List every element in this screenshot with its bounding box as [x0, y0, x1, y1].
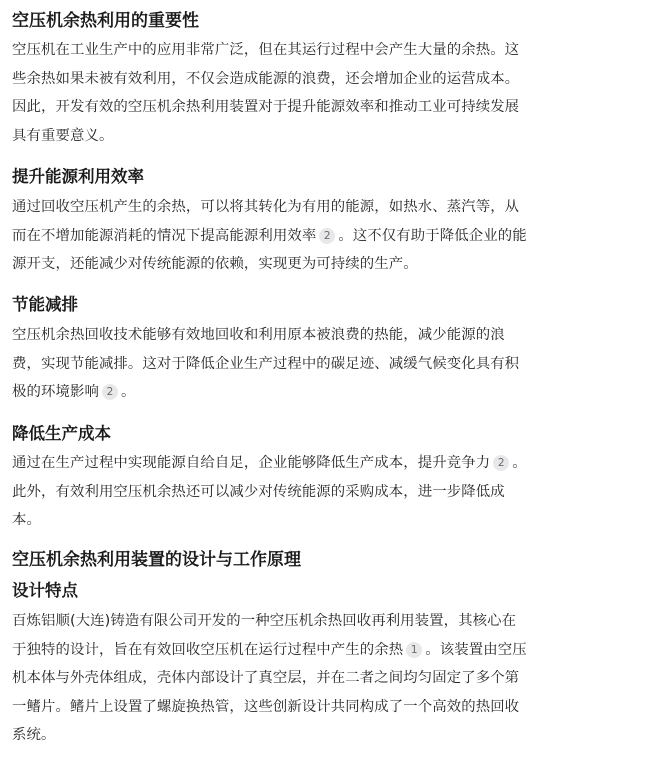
text-line: 而在不增加能源消耗的情况下提高能源利用效率 [12, 227, 317, 244]
text-line: 系统。 [12, 727, 56, 743]
section-paragraph-cost [12, 449, 527, 535]
citation-badge[interactable]: 2 [493, 455, 509, 471]
citation-badge[interactable]: 1 [406, 642, 422, 658]
section-paragraph-importance [12, 36, 519, 150]
text-line: 。这不仅有助于降低企业的能 [338, 227, 527, 244]
text-line: 些余热如果未被有效利用，不仅会造成能源的浪费，还会增加企业的运营成本。 [12, 70, 520, 87]
section-paragraph-design [12, 607, 527, 750]
text-line: 本。 [12, 512, 41, 528]
text-line: 具有重要意义。 [12, 127, 114, 144]
section-heading-cost: 降低生产成本 [12, 424, 111, 443]
text-line: 于独特的设计，旨在有效回收空压机在运行过程中产生的余热 [12, 641, 404, 658]
text-line: 因此，开发有效的空压机余热利用装置对于提升能源效率和推动工业可持续发展 [12, 99, 520, 115]
text-line: 百炼铝顺(大连)铸造有限公司开发的一种空压机余热回收再利用装置，其核心在 [12, 613, 517, 629]
section-paragraph-energy-saving [12, 321, 519, 407]
text-line: 。 [512, 455, 527, 471]
text-line: 此外，有效利用空压机余热还可以减少对传统能源的采购成本，进一步降低成 [12, 483, 505, 500]
text-line: 空压机余热回收技术能够有效地回收和利用原本被浪费的热能，减少能源的浪 [12, 327, 505, 343]
citation-badge[interactable]: 2 [319, 228, 335, 244]
text-line: 通过在生产过程中实现能源自给自足，企业能够降低生产成本，提升竞争力 [12, 455, 491, 471]
text-line: 极的环境影响 [12, 384, 99, 400]
section-heading-energy-saving: 节能减排 [12, 295, 78, 314]
text-line: 一鳍片。鳍片上设置了螺旋换热管，这些创新设计共同构成了一个高效的热回收 [12, 698, 520, 715]
section-heading-efficiency: 提升能源利用效率 [12, 167, 144, 186]
citation-badge[interactable]: 2 [102, 384, 118, 400]
text-line: 源开支，还能减少对传统能源的依赖，实现更为可持续的生产。 [12, 256, 418, 272]
text-line: 机本体与外壳体组成，壳体内部设计了真空层，并在二者之间均匀固定了多个第 [12, 670, 520, 686]
text-line: 费，实现节能减排。这对于降低企业生产过程中的碳足迹、减缓气候变化具有积 [12, 355, 520, 372]
section-heading-design: 空压机余热利用装置的设计与工作原理 [12, 550, 301, 570]
text-line: 空压机在工业生产中的应用非常广泛，但在其运行过程中会产生大量的余热。这 [12, 42, 520, 58]
section-paragraph-efficiency [12, 193, 527, 279]
text-line: 。该装置由空压 [425, 641, 527, 658]
text-line: 通过回收空压机产生的余热，可以将其转化为有用的能源，如热水、蒸汽等，从 [12, 199, 520, 215]
text-line: 。 [120, 384, 136, 400]
section-heading-importance: 空压机余热利用的重要性 [12, 11, 199, 31]
subsection-heading-design-features: 设计特点 [12, 581, 78, 600]
